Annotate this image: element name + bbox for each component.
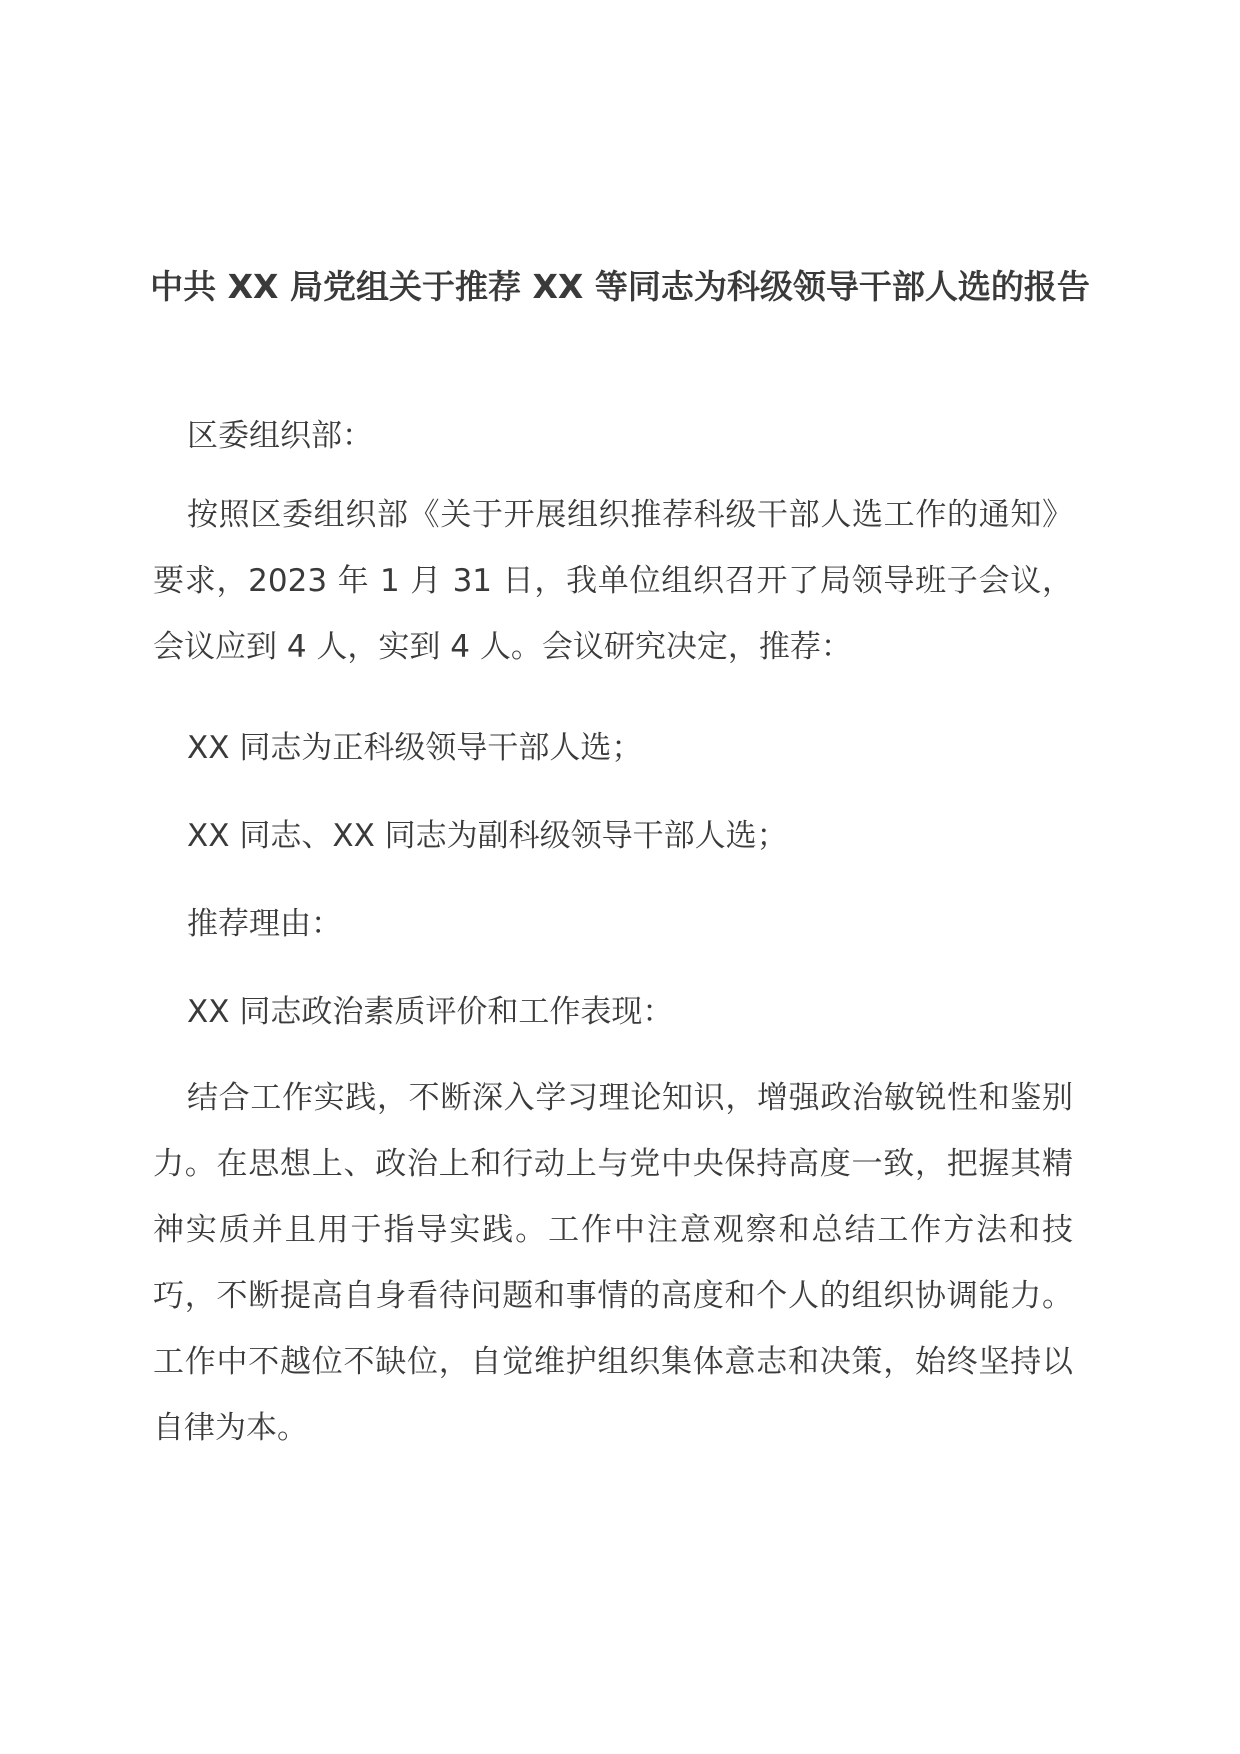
- paragraph-evaluation-heading: XX 同志政治素质评价和工作表现：: [187, 994, 674, 1030]
- paragraph-recommend-deputy: XX 同志、XX 同志为副科级领导干部人选；: [187, 818, 788, 854]
- paragraph-reason-heading: 推荐理由：: [187, 906, 342, 942]
- document-title: 中共 XX 局党组关于推荐 XX 等同志为科级领导干部人选的报告: [150, 267, 1090, 306]
- paragraph-notice: 按照区委组织部《关于开展组织推荐科级干部人选工作的通知》要求，2023 年 1 月 31 日，我单位组织召开了局领导班子会议，会议应到 4 人，实到 4 人。会议研究决定，推荐：: [153, 497, 1073, 665]
- paragraph-evaluation-body: 结合工作实践，不断深入学习理论知识，增强政治敏锐性和鉴别力。在思想上、政治上和行动上与党中央保持高度一致，把握其精神实质并且用于指导实践。工作中注意观察和总结工作方法和技巧，不断提高自身看待问题和事情的高度和个人的组织协调能力。工作中不越位不缺位，自觉维护组织集体意志和决策，始终坚持以自律为本。: [153, 1080, 1073, 1446]
- paragraph-recommend-principal: XX 同志为正科级领导干部人选；: [187, 730, 643, 766]
- salutation: 区委组织部：: [187, 418, 373, 454]
